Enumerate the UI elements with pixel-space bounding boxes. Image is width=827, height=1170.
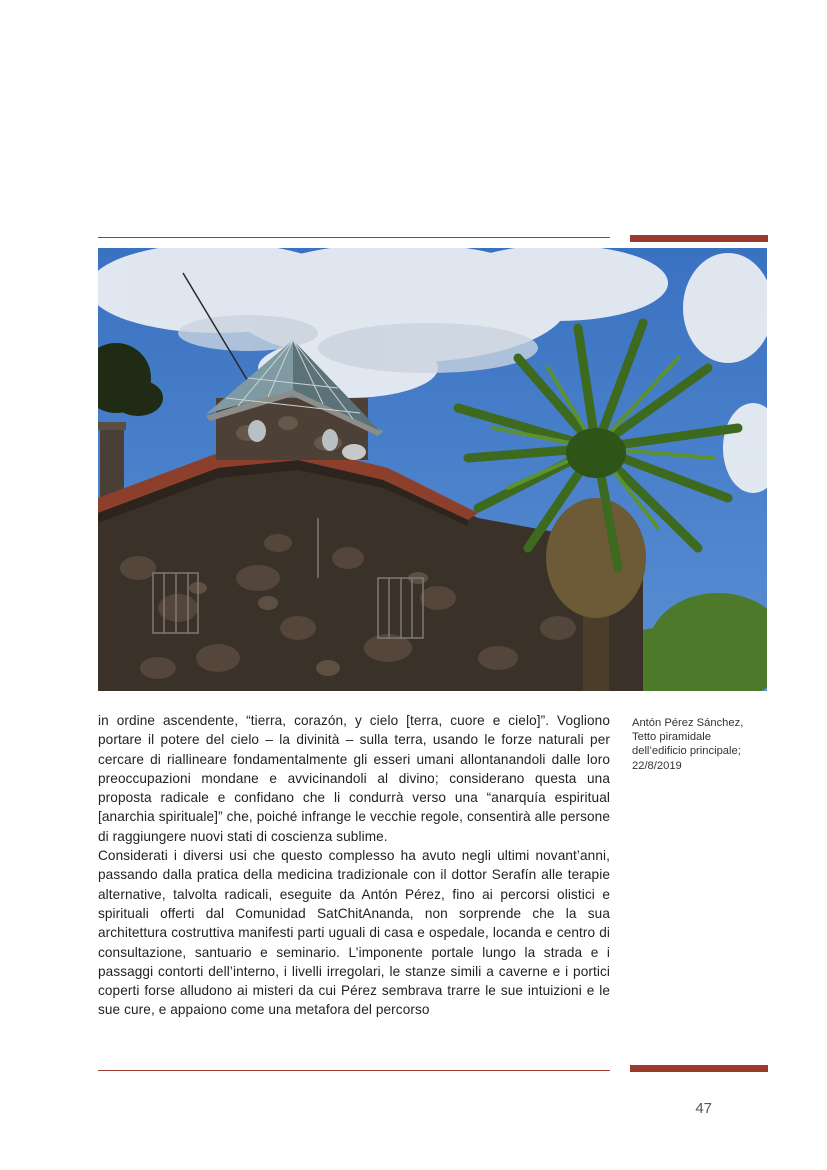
building-photo-illustration [98, 248, 767, 691]
top-accent-bar [630, 235, 768, 242]
caption-line: Tetto piramidale [632, 731, 711, 744]
page-number: 47 [695, 1100, 712, 1117]
article-body [98, 711, 610, 1020]
caption-line: Antón Pérez Sánchez, [632, 717, 744, 729]
photo-caption [632, 716, 772, 773]
bottom-accent-bar [630, 1065, 768, 1072]
bottom-divider-line [98, 1070, 610, 1071]
building-photo [98, 248, 767, 691]
caption-line: 22/8/2019 [632, 759, 682, 772]
top-divider-line [98, 237, 610, 238]
caption-line: dell’edificio principale; [632, 745, 741, 758]
body-paragraph-1: in ordine ascendente, “tierra, corazón, y cielo [terra, cuore e cielo]”. Vogliono portare il potere del cielo – la divinità – sulla terra, usando le forze naturali per cercare di riallineare fondamentalmente gli esseri umani allontanandoli dalle loro preoccupazioni mondane e avvicinandoli al divino; considerano questa una proposta radicale e confidano che li condurrà verso una “anarquía espiritual [anarchia spirituale]” che, poiché infrange le vecchie regole, consentirà alle persone di raggiungere nuovi stati di coscienza sublime. [98, 713, 610, 844]
body-paragraph-2: Considerati i diversi usi che questo complesso ha avuto negli ultimi novant’anni, passando dalla pratica della medicina tradizionale con il dottor Serafín alle terapie alternative, talvolta radicali, eseguite da Antón Pérez, fino ai percorsi olistici e spirituali offerti dal Comunidad SatChitAnanda, non sorprende che la sua architettura costruttiva manifesti parti uguali di casa e ospedale, locanda e centro di consultazione, santuario e seminario. L’imponente portale lungo la strada e i passaggi contorti dell’interno, i livelli irregolari, le stanze simili a caverne e i portici coperti forse alludono ai misteri da cui Pérez sembrava trarre le sue intuizioni e le sue cure, e appaiono come una metafora del percorso [98, 848, 610, 1018]
